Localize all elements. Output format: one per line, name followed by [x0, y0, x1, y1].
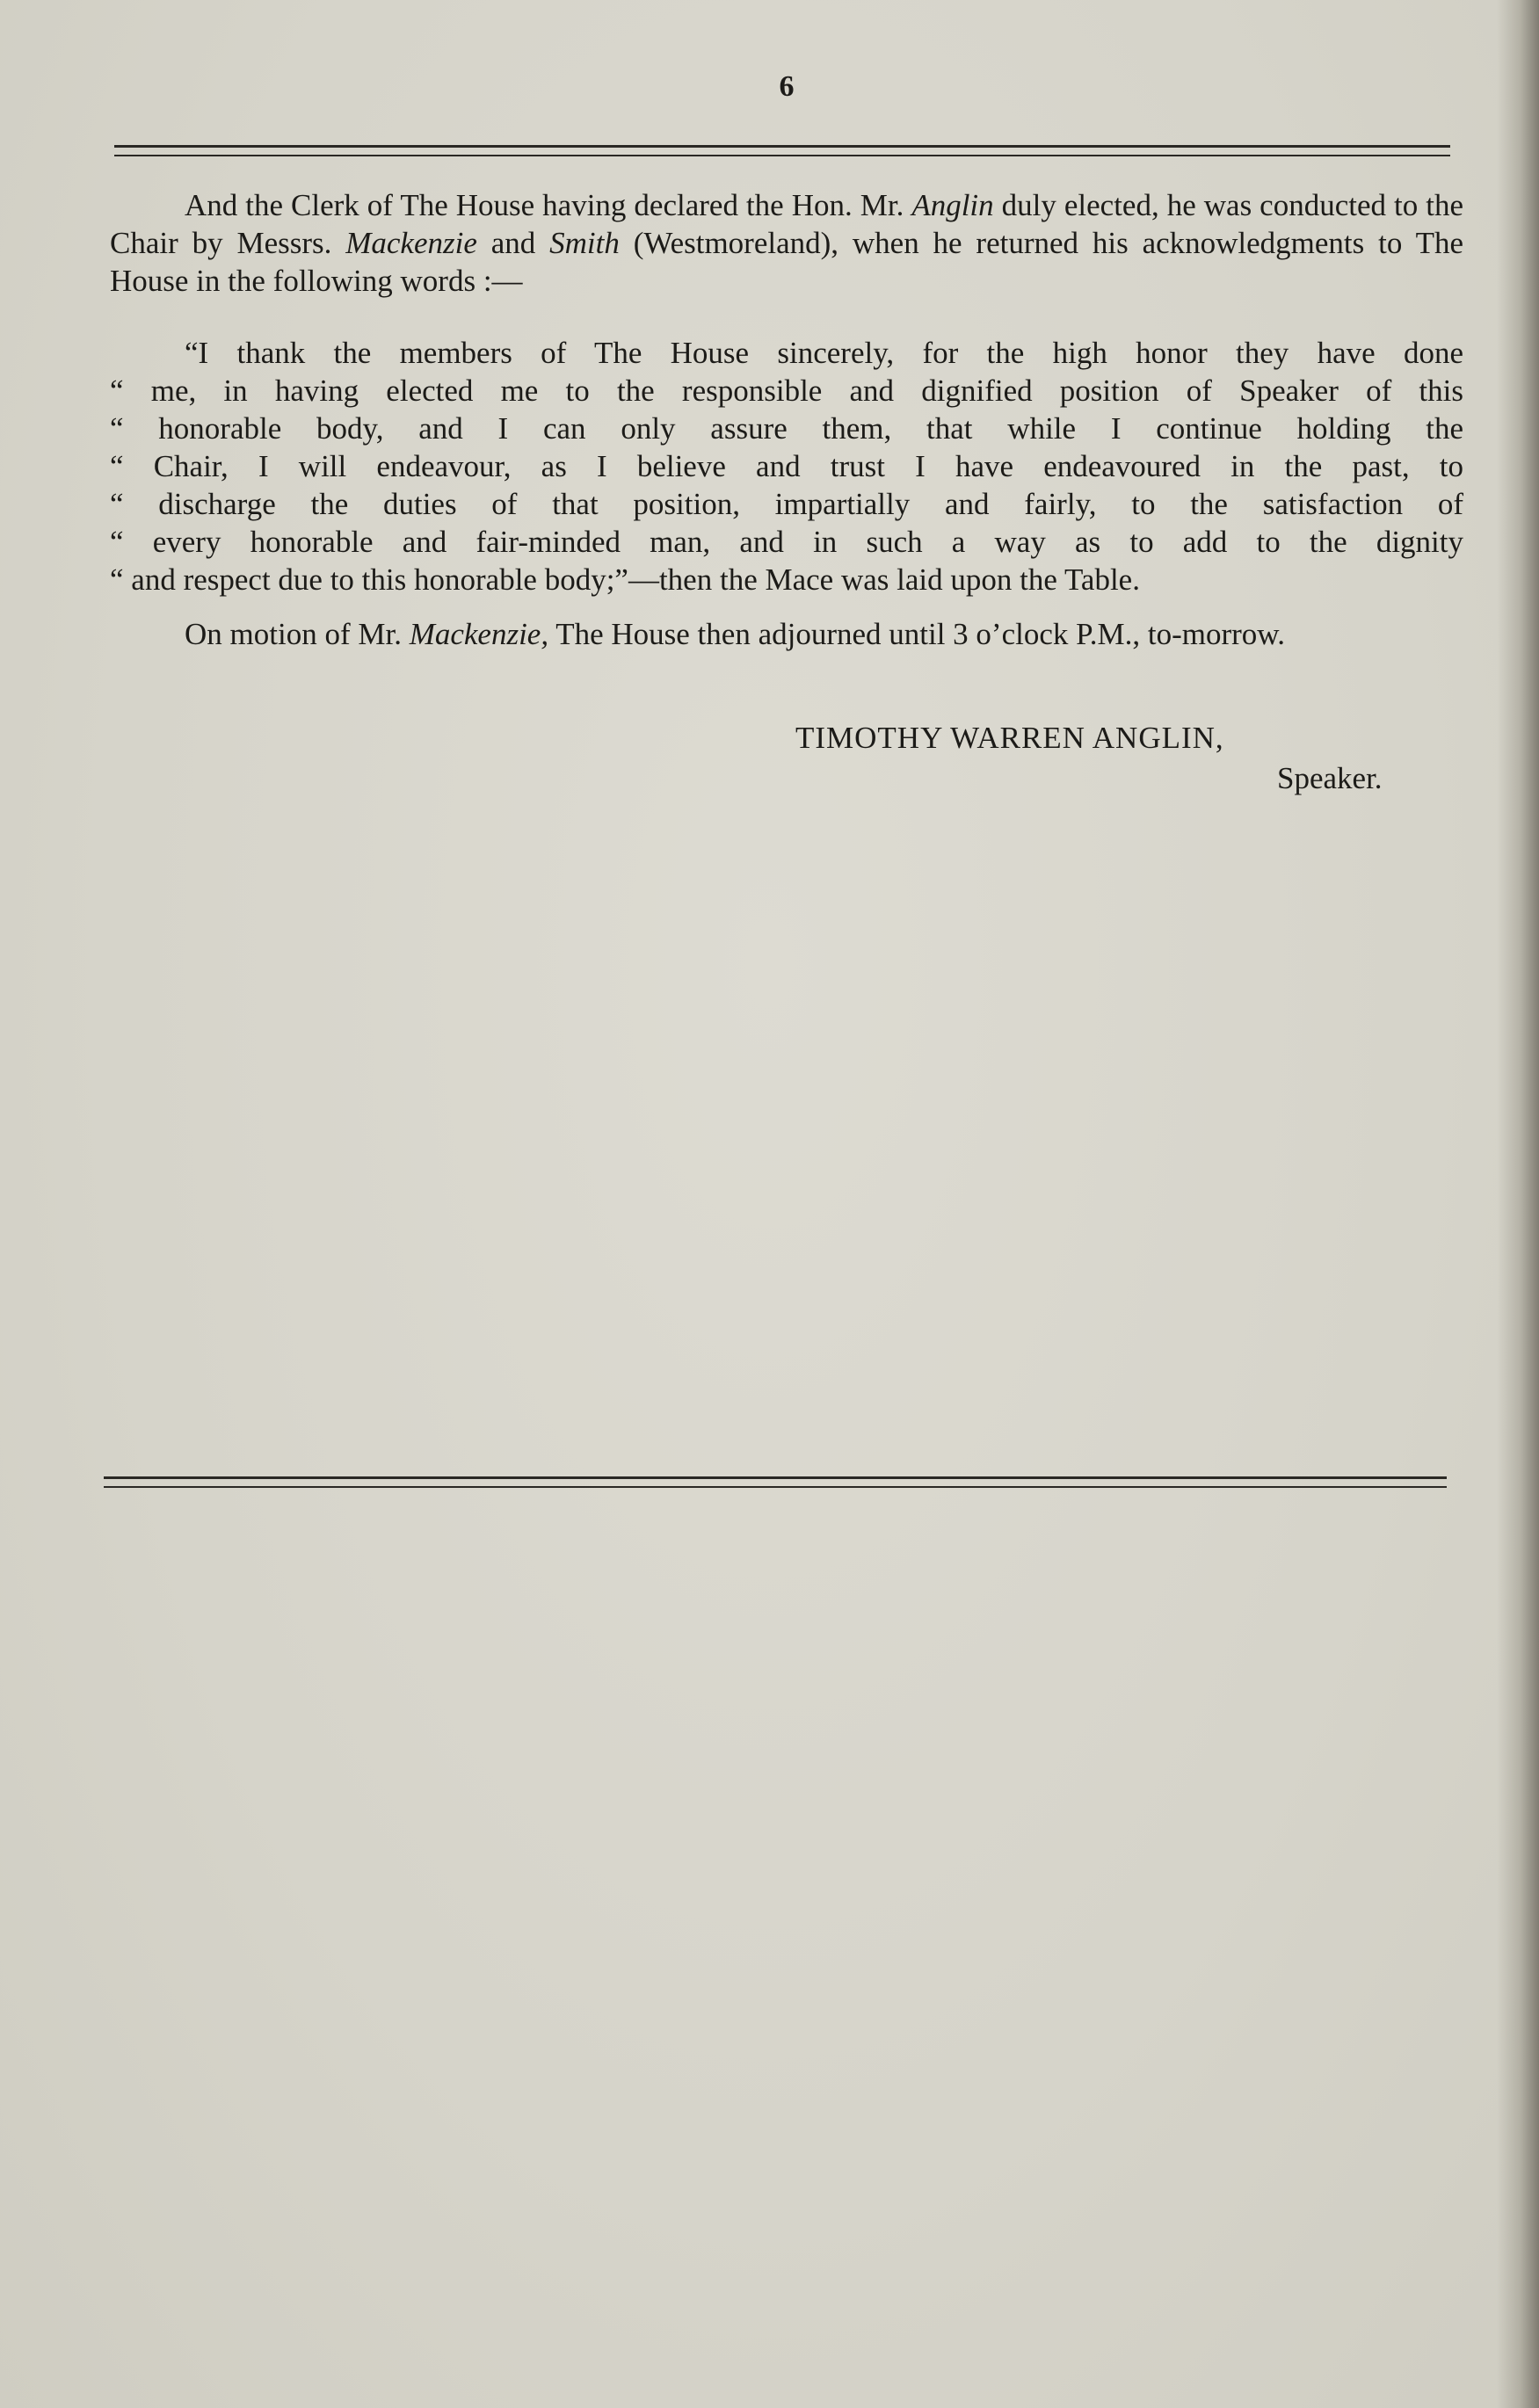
election-paragraph	[110, 186, 1463, 300]
signatory-name: TIMOTHY WARREN ANGLIN,	[795, 721, 1224, 755]
paragraph-text: (Westmoreland), when he returned his acknowledgments to The House in the following words :—	[110, 226, 1463, 298]
bottom-double-rule	[104, 1476, 1447, 1488]
quote-line: “I thank the members of The House sincerely, for the high honor they have done	[185, 336, 1463, 370]
quote-line: “ and respect due to this honorable body;”—then the Mace was laid upon the Table.	[110, 562, 1140, 597]
quote-line: “ Chair, I will endeavour, as I believe and trust I have endeavoured in the past, to	[110, 449, 1463, 483]
top-double-rule	[114, 145, 1450, 156]
quote-line: “ discharge the duties of that position, impartially and fairly, to the satisfaction of	[110, 487, 1463, 521]
adjournment-paragraph	[110, 615, 1463, 653]
quote-line: “ honorable body, and I can only assure them, that while I continue holding the	[110, 411, 1463, 446]
page-number: 6	[779, 70, 795, 103]
member-name: Mackenzie,	[409, 617, 549, 651]
paragraph-text: duly elected, he was conducted to the Chair by Messrs.	[110, 188, 1463, 260]
paragraph-text: and	[476, 226, 550, 260]
paragraph-text: On motion of Mr.	[185, 617, 410, 651]
paragraph-text: The House then adjourned until 3 o’clock P.M., to-morrow.	[548, 617, 1286, 651]
quote-line: “ every honorable and fair-minded man, and in such a way as to add to the dignity	[110, 525, 1463, 559]
speaker-quote	[110, 334, 1463, 598]
member-name: Mackenzie	[345, 226, 477, 260]
member-name: Smith	[549, 226, 620, 260]
signatory-title: Speaker.	[1277, 761, 1383, 795]
quote-line: “ me, in having elected me to the responsible and dignified position of Speaker of this	[110, 374, 1463, 408]
member-name: Anglin	[911, 188, 994, 222]
binding-shadow	[1497, 0, 1539, 2408]
paragraph-text: And the Clerk of The House having declared the Hon. Mr.	[185, 188, 912, 222]
